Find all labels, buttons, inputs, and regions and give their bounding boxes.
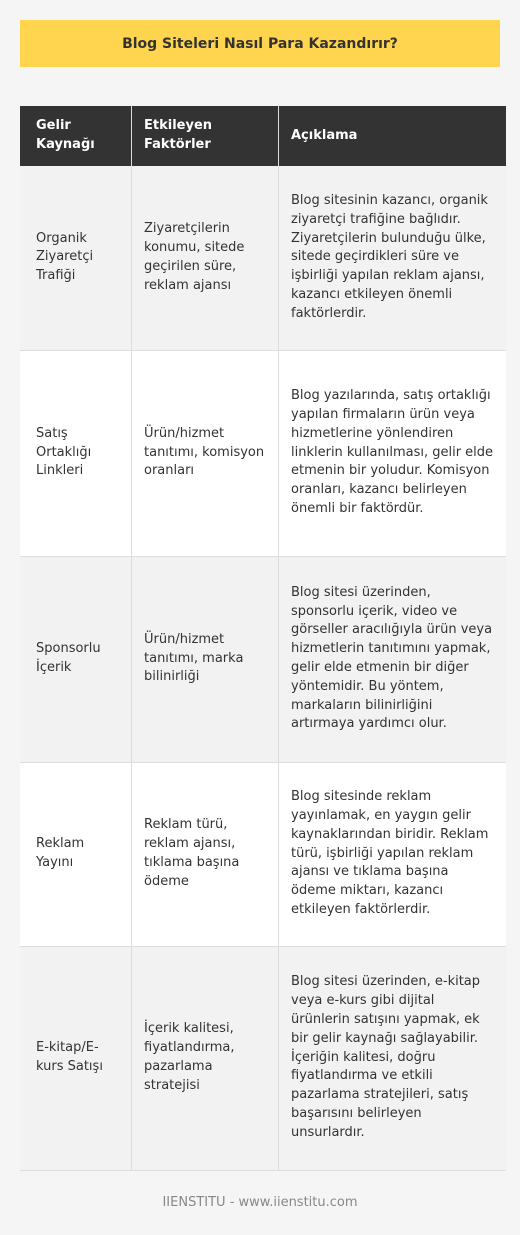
table-row bbox=[20, 762, 506, 946]
table-row bbox=[20, 946, 506, 1170]
header-source: Gelir Kaynağı bbox=[20, 106, 132, 166]
cell-factors: İçerik kalitesi, fiyatlandırma, pazarlama stratejisi bbox=[132, 946, 279, 1170]
cell-description: Blog yazılarında, satış ortaklığı yapılan firmaların ürün veya hizmetlerine yönlendiren linklerin kullanılması, gelir elde etmenin bir yoludur. Komisyon oranları, kazancı belirleyen önemli bir faktördür. bbox=[279, 350, 507, 556]
cell-factors: Ürün/hizmet tanıtımı, marka bilinirliği bbox=[132, 556, 279, 762]
page-title: Blog Siteleri Nasıl Para Kazandırır? bbox=[20, 20, 500, 67]
table-row bbox=[20, 166, 506, 350]
cell-source: Satış Ortaklığı Linkleri bbox=[20, 350, 132, 556]
cell-source: Reklam Yayını bbox=[20, 762, 132, 946]
revenue-table bbox=[20, 106, 506, 1171]
cell-description: Blog sitesinde reklam yayınlamak, en yaygın gelir kaynaklarından biridir. Reklam türü, işbirliği yapılan reklam ajansı ve tıklama başına ödeme miktarı, kazancı etkileyen faktörlerdir. bbox=[279, 762, 507, 946]
cell-source: Sponsorlu İçerik bbox=[20, 556, 132, 762]
header-description: Açıklama bbox=[279, 106, 507, 166]
table-row bbox=[20, 350, 506, 556]
cell-factors: Ürün/hizmet tanıtımı, komisyon oranları bbox=[132, 350, 279, 556]
footer-credit: IIENSTITU - www.iienstitu.com bbox=[162, 1195, 358, 1210]
cell-factors: Reklam türü, reklam ajansı, tıklama başına ödeme bbox=[132, 762, 279, 946]
cell-description: Blog sitesi üzerinden, sponsorlu içerik, video ve görseller aracılığıyla ürün veya hizmetlerin tanıtımını yapmak, gelir elde etmenin bir diğer yöntemidir. Bu yöntem, markaların bilinirliğini artırmaya yardımcı olur. bbox=[279, 556, 507, 762]
header-factors: Etkileyen Faktörler bbox=[132, 106, 279, 166]
cell-source: Organik Ziyaretçi Trafiği bbox=[20, 166, 132, 350]
cell-factors: Ziyaretçilerin konumu, sitede geçirilen süre, reklam ajansı bbox=[132, 166, 279, 350]
cell-description: Blog sitesi üzerinden, e-kitap veya e-kurs gibi dijital ürünlerin satışını yapmak, ek bir gelir kaynağı sağlayabilir. İçeriğin kalitesi, doğru fiyatlandırma ve etkili pazarlama stratejileri, satış başarısını belirleyen unsurlardır. bbox=[279, 946, 507, 1170]
table-row bbox=[20, 556, 506, 762]
cell-description: Blog sitesinin kazancı, organik ziyaretçi trafiğine bağlıdır. Ziyaretçilerin bulunduğu ülke, sitede geçirdikleri süre ve işbirliği yapılan reklam ajansı, kazancı etkileyen önemli faktörlerdir. bbox=[279, 166, 507, 350]
table-header-row bbox=[20, 106, 506, 166]
cell-source: E-kitap/E-kurs Satışı bbox=[20, 946, 132, 1170]
